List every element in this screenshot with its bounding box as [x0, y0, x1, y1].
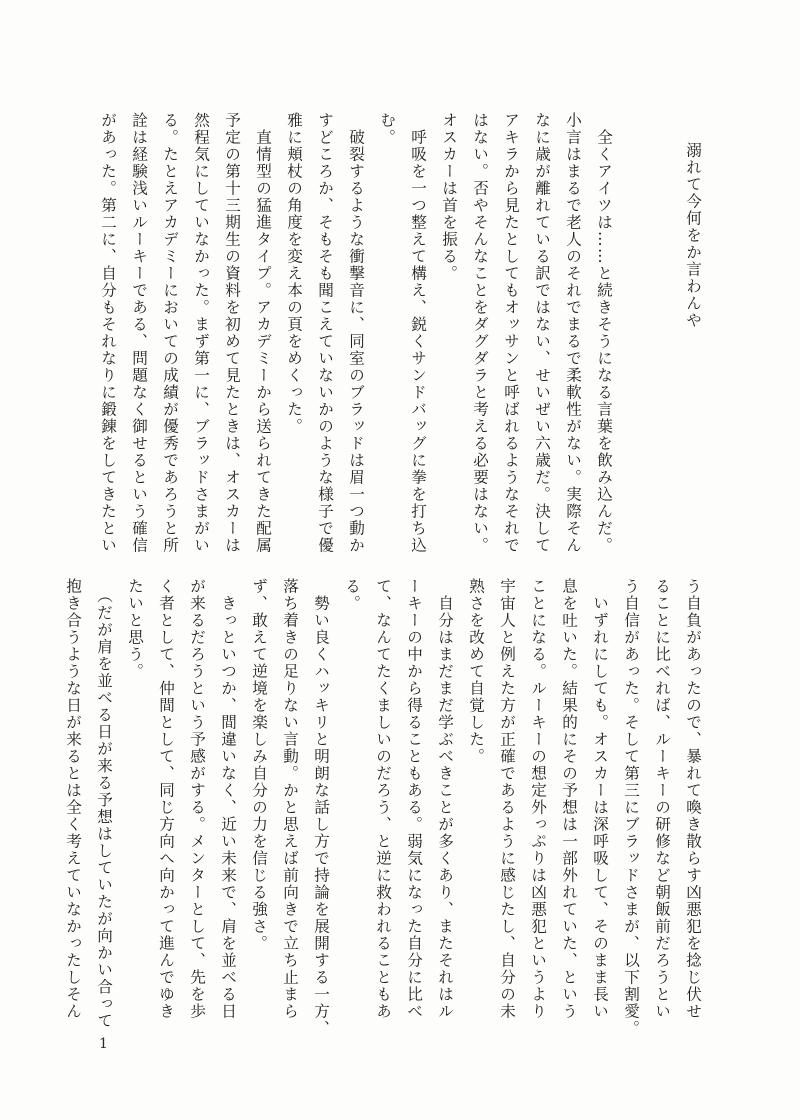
- text-line: 予定の第十三期生の資料を初めて見たときは、オスカーは: [223, 112, 241, 554]
- text-line: 小言はまるで老人のそれでまるで柔軟性がない。実際そん: [564, 112, 582, 554]
- text-line: たいと思う。: [126, 578, 144, 680]
- text-line: すどころか、そもそも聞こえていないかのような様子で優: [316, 112, 334, 554]
- text-line: 破裂するような衝撃音に、同室のブラッドは眉一つ動か: [347, 112, 365, 554]
- top-text-block: [88, 112, 708, 554]
- text-line: る。: [343, 578, 361, 612]
- text-line: 直情型の猛進タイプ。アカデミーから送られてきた配属: [254, 112, 272, 554]
- text-line: があった。第二に、自分もそれなりに鍛錬をしてきたとい: [99, 112, 117, 554]
- text-line: る。たとえアカデミーにおいての成績が優秀であろうと所: [161, 112, 179, 554]
- text-line: ることに比べれば、ルーキーの研修など朝飯前だろうとい: [653, 578, 671, 1020]
- text-line: オスカーは首を振る。: [440, 112, 458, 282]
- text-line: なに歳が離れている訳ではない、せいぜい六歳だ。決して: [533, 112, 551, 554]
- text-line: ことになる。ルーキーの想定外っぷりは凶悪犯というより: [529, 578, 547, 1020]
- page-number: 1: [99, 1036, 108, 1052]
- text-line: う自負があったので、暴れて喚き散らす凶悪犯を捻じ伏せ: [684, 578, 702, 1020]
- text-line: 然程気にしていなかった。まず第一に、ブラッドさまがい: [192, 112, 210, 554]
- text-line: 全くアイツは……と続きそうになる言葉を飲み込んだ。: [595, 112, 613, 554]
- text-line: う自信があった。そして第三にブラッドさまが、以下割愛。: [622, 578, 640, 1037]
- text-line: 宇宙人と例えた方が正確であるように感じたし、自分の未: [498, 578, 516, 1020]
- text-line: きっといつか、間違いなく、近い未来で、肩を並べる日: [219, 578, 237, 1020]
- document-title: 溺れて今何をか言わんや: [684, 142, 702, 329]
- text-line: ーキーの中から得ることもある。弱気になった自分に比べ: [405, 578, 423, 1020]
- text-line: ず、敢えて逆境を楽しみ自分の力を信じる強さ。: [250, 578, 268, 952]
- text-line: 熟さを改めて自覚した。: [467, 578, 485, 765]
- text-line: 落ち着きの足りない言動。かと思えば前向きで立ち止まら: [281, 578, 299, 1020]
- text-line: 詮は経験浅いルーキーである、問題なく御せるという確信: [130, 112, 148, 554]
- bottom-text-block: [64, 578, 708, 1037]
- text-line: アキラから見たとしてもオッサンと呼ばれるようなそれで: [502, 112, 520, 554]
- text-line: て、なんてたくましいのだろう、と逆に救われることもあ: [374, 578, 392, 1020]
- text-line: 勢い良くハッキリと明朗な話し方で持論を展開する一方、: [312, 578, 330, 1037]
- text-line: いずれにしても。オスカーは深呼吸して、そのまま長い: [591, 578, 609, 1020]
- text-line: 息を吐いた。結果的にその予想は一部外れていた、という: [560, 578, 578, 1020]
- text-line: 呼吸を一つ整えて構え、鋭くサンドバッグに拳を打ち込: [409, 112, 427, 554]
- text-line: （だが肩を並べる日が来る予想はしていたが向かい合って: [95, 578, 113, 1030]
- text-line: が来るだろうという予感がする。メンターとして、先を歩: [188, 578, 206, 1020]
- text-line: 抱き合うような日が来るとは全く考えていなかったしそん: [64, 578, 82, 1020]
- text-line: く者として、仲間として、同じ方向へ向かって進んでゆき: [157, 578, 175, 1020]
- text-line: 自分はまだまだ学ぶべきことが多くあり、またそれはル: [436, 578, 454, 1020]
- text-line: む。: [378, 112, 396, 146]
- text-line: はない。否やそんなことをダグダラと考える必要はない。: [471, 112, 489, 554]
- text-line: 雅に頬杖の角度を変え本の頁をめくった。: [285, 112, 303, 435]
